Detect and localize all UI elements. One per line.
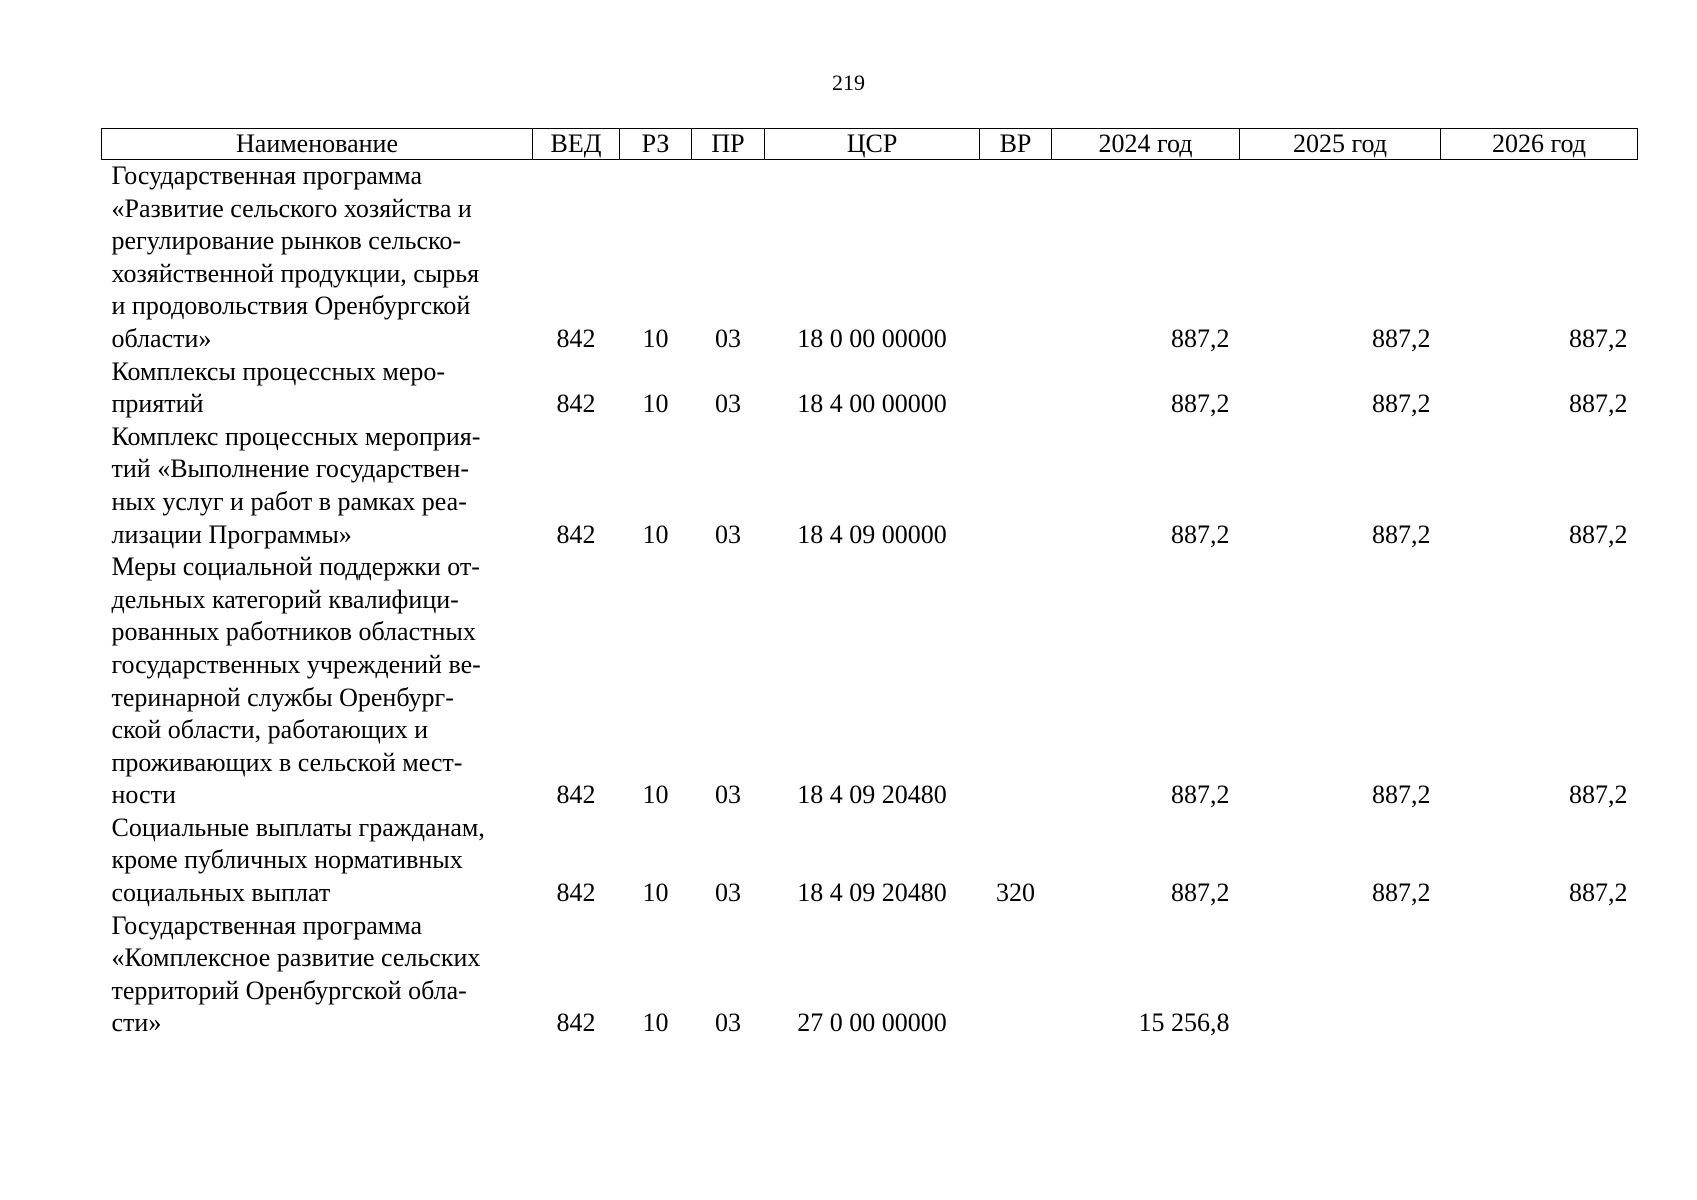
table-row <box>102 160 1638 356</box>
table-row <box>102 812 1638 910</box>
table-row <box>102 551 1638 812</box>
header-pr: ПР <box>692 129 765 160</box>
row-ved: 842 <box>556 323 596 353</box>
row-2026: 887,2 <box>1569 323 1628 353</box>
row-name: Комплекс процессных мероприя- тий «Выполнение государствен- ных услуг и работ в рамках реа- лизации Программы» <box>111 421 481 549</box>
row-2026: 887,2 <box>1569 878 1628 908</box>
row-2026: 887,2 <box>1569 389 1628 419</box>
row-2024: 887,2 <box>1171 519 1230 549</box>
row-2025: 887,2 <box>1372 323 1431 353</box>
row-rz: 10 <box>642 1008 669 1038</box>
row-pr: 03 <box>715 519 741 549</box>
row-pr: 03 <box>715 1008 741 1038</box>
row-vr <box>980 356 1052 421</box>
row-rz: 10 <box>642 519 669 549</box>
row-name: Комплексы процессных меро- приятий <box>111 356 446 419</box>
row-2024: 887,2 <box>1171 878 1230 908</box>
row-vr: 320 <box>996 878 1035 908</box>
row-name: Меры социальной поддержки от- дельных категорий квалифици- рованных работников областных государственных учреждений ве- теринарной службы Оренбург- ской области, работающих и проживающих в сельской мест- ности <box>111 552 481 810</box>
row-2025: 887,2 <box>1372 389 1431 419</box>
table-row <box>102 421 1638 551</box>
row-rz: 10 <box>642 323 669 353</box>
row-2024: 887,2 <box>1171 389 1230 419</box>
row-csr: 18 4 00 00000 <box>797 389 947 419</box>
row-2024: 887,2 <box>1171 780 1230 810</box>
header-2024: 2024 год <box>1052 129 1240 160</box>
row-vr <box>980 910 1052 1040</box>
header-csr: ЦСР <box>765 129 980 160</box>
row-csr: 18 4 09 20480 <box>797 878 947 908</box>
row-csr: 18 4 09 00000 <box>797 519 947 549</box>
row-name: Государственная программа «Развитие сельского хозяйства и регулирование рынков сельско- хозяйственной продукции, сырья и продовольствия Оренбургской области» <box>111 161 480 353</box>
row-vr <box>980 421 1052 551</box>
row-2025 <box>1240 910 1441 1040</box>
budget-table <box>101 128 1638 1040</box>
page-number: 219 <box>832 70 865 95</box>
row-csr: 18 0 00 00000 <box>797 323 947 353</box>
row-rz: 10 <box>642 780 669 810</box>
table-header-row <box>102 129 1638 160</box>
row-2024: 15 256,8 <box>1138 1008 1230 1038</box>
row-csr: 18 4 09 20480 <box>797 780 947 810</box>
row-pr: 03 <box>715 323 741 353</box>
row-pr: 03 <box>715 780 741 810</box>
row-name: Социальные выплаты гражданам, кроме публичных нормативных социальных выплат <box>111 812 485 908</box>
row-pr: 03 <box>715 878 741 908</box>
row-rz: 10 <box>642 878 669 908</box>
row-vr <box>980 551 1052 812</box>
row-2025: 887,2 <box>1372 780 1431 810</box>
row-csr: 27 0 00 00000 <box>797 1008 947 1038</box>
table-row <box>102 910 1638 1040</box>
row-ved: 842 <box>556 780 596 810</box>
header-2026: 2026 год <box>1441 129 1638 160</box>
row-ved: 842 <box>556 389 596 419</box>
header-vr: ВР <box>980 129 1052 160</box>
row-rz: 10 <box>642 389 669 419</box>
row-ved: 842 <box>556 1008 596 1038</box>
row-2026 <box>1441 910 1638 1040</box>
header-ved: ВЕД <box>533 129 620 160</box>
row-2025: 887,2 <box>1372 519 1431 549</box>
header-name: Наименование <box>102 129 533 160</box>
row-2026: 887,2 <box>1569 519 1628 549</box>
row-ved: 842 <box>556 878 596 908</box>
header-2025: 2025 год <box>1240 129 1441 160</box>
row-2025: 887,2 <box>1372 878 1431 908</box>
row-2024: 887,2 <box>1171 323 1230 353</box>
row-2026: 887,2 <box>1569 780 1628 810</box>
row-vr <box>980 160 1052 356</box>
header-rz: РЗ <box>620 129 692 160</box>
row-ved: 842 <box>556 519 596 549</box>
row-pr: 03 <box>715 389 741 419</box>
table-row <box>102 356 1638 421</box>
row-name: Государственная программа «Комплексное развитие сельских территорий Оренбургской обла- сти» <box>111 910 481 1038</box>
